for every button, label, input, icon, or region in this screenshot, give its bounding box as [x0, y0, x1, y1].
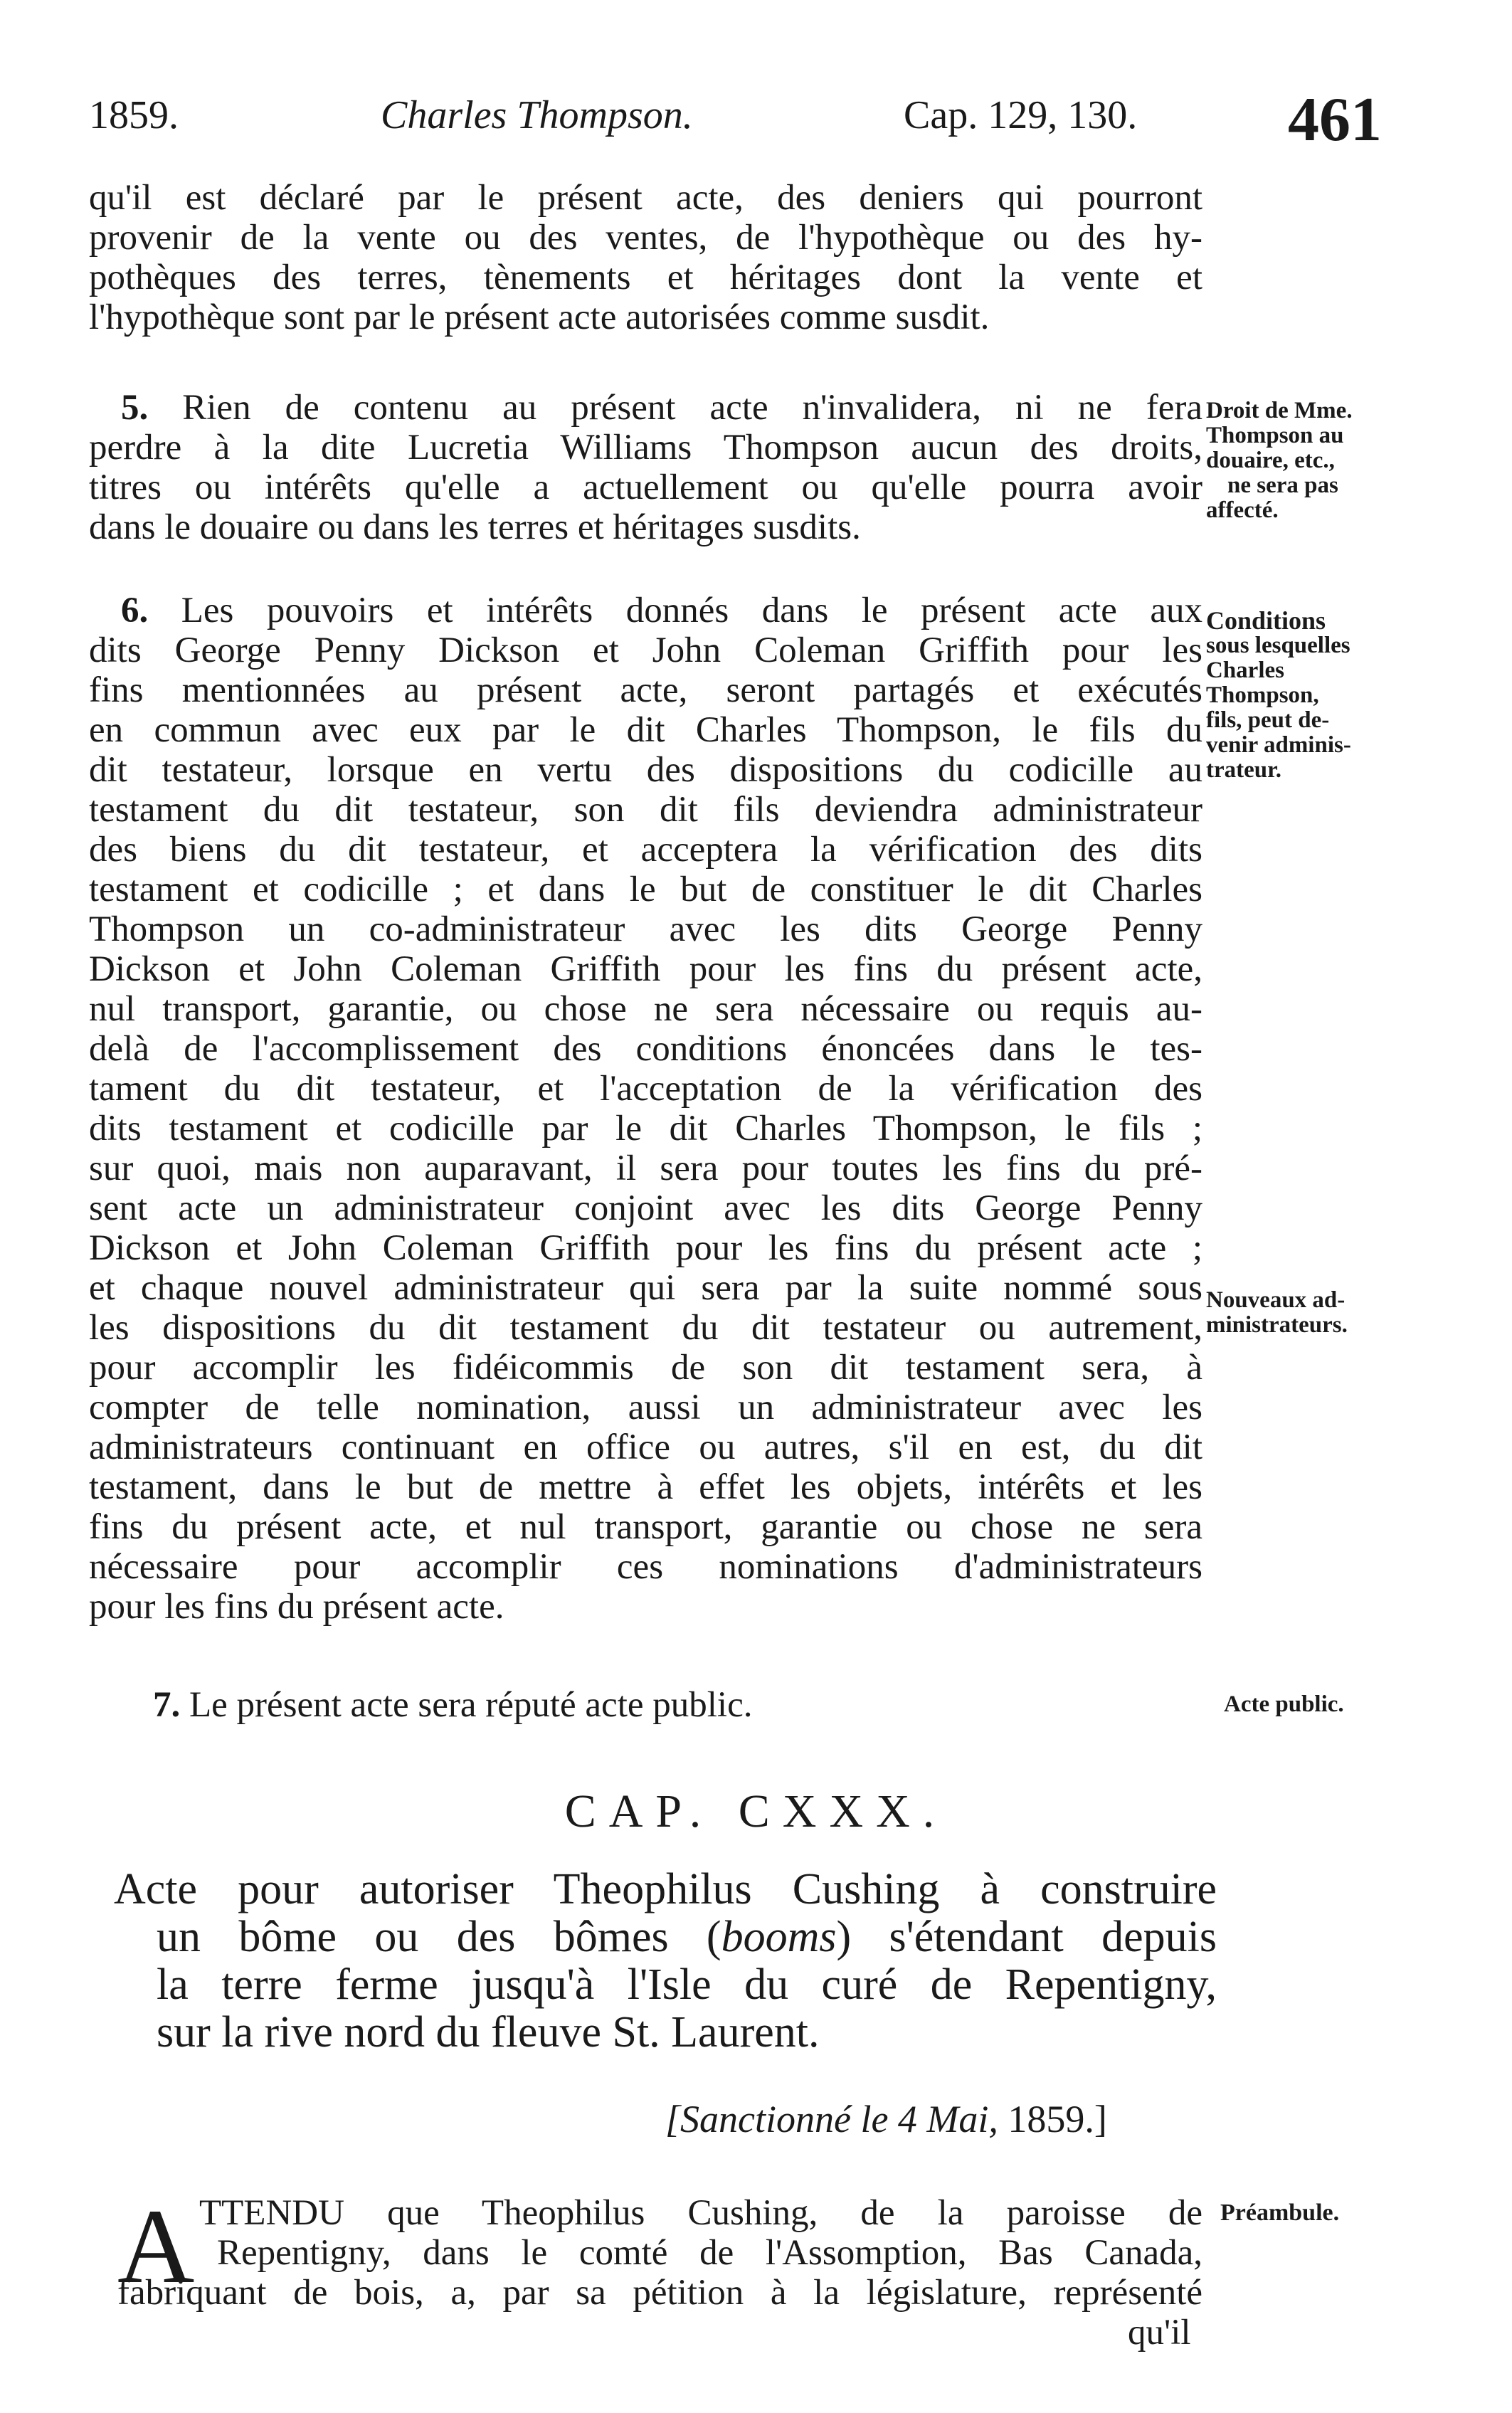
text-line: delà de l'accomplissement des conditions énoncées dans le tes-	[89, 1029, 1202, 1069]
text-line: dit testateur, lorsque en vertu des dispositions du codicille au	[89, 750, 1202, 790]
margin-line: fils, peut de-	[1206, 707, 1330, 733]
text-line: testament, dans le but de mettre à effet les objets, intérêts et les	[89, 1467, 1202, 1507]
title-line: la terre ferme jusqu'à l'Isle du curé de Repentigny,	[157, 1960, 1217, 2009]
margin-line: Droit de Mme.	[1206, 398, 1353, 423]
text-line: tament du dit testateur, et l'acceptation de la vérification des	[89, 1069, 1202, 1109]
text-line: dits testament et codicille par le dit Charles Thompson, le fils ;	[89, 1109, 1202, 1149]
margin-line: Nouveaux ad-	[1206, 1287, 1346, 1313]
text-line: pour les fins du présent acte.	[89, 1587, 504, 1627]
margin-line: ne sera pas	[1227, 472, 1338, 498]
text-line: provenir de la vente ou des ventes, de l'hypothèque ou des hy-	[89, 218, 1202, 258]
text-line: Dickson et John Coleman Griffith pour les fins du présent acte ;	[89, 1228, 1202, 1268]
section-text: Les pouvoirs et intérêts donnés dans le présent acte aux	[181, 591, 1203, 630]
text-line: fins mentionnées au présent acte, seront partagés et exécutés	[89, 670, 1202, 710]
text-line: les dispositions du dit testament du dit testateur ou autrement,	[89, 1308, 1202, 1348]
text-line	[89, 388, 1202, 428]
text-line: fabriquant de bois, a, par sa pétition à la législature, représenté	[117, 2273, 1202, 2313]
text-line: dits George Penny Dickson et John Coleman Griffith pour les	[89, 630, 1202, 670]
preamble-line-3	[117, 2273, 1202, 2313]
section-7	[89, 1685, 1202, 1725]
sanction-date	[665, 2097, 1107, 2141]
margin-line: Thompson au	[1206, 423, 1344, 448]
section-text: Rien de contenu au présent acte n'invalidera, ni ne fera	[182, 388, 1202, 428]
text-line: l'hypothèque sont par le présent acte autorisées comme susdit.	[89, 297, 990, 337]
text-line: testament et codicille ; et dans le but de constituer le dit Charles	[89, 870, 1202, 909]
margin-note-new-administrators	[1206, 1288, 1420, 1338]
text-line: pothèques des terres, tènements et héritages dont la vente et	[89, 258, 1202, 297]
act-title	[114, 1866, 1217, 2056]
text-line: testament du dit testateur, son dit fils deviendra administrateur	[89, 790, 1202, 830]
section-5	[89, 388, 1202, 547]
text-line: compter de telle nomination, aussi un administrateur avec les	[89, 1388, 1202, 1427]
text-line: administrateurs continuant en office ou autres, s'il en est, du dit	[89, 1427, 1202, 1467]
section-number: 5.	[121, 388, 149, 428]
margin-note-section-5	[1206, 398, 1420, 523]
text-line: des biens du dit testateur, et acceptera la vérification des dits	[89, 830, 1202, 870]
text-line: sur quoi, mais non auparavant, il sera pour toutes les fins du pré-	[89, 1149, 1202, 1188]
sanction-prefix: [Sanctionné le 4 Mai,	[665, 2098, 998, 2140]
section-text: Le présent acte sera réputé acte public.	[189, 1685, 753, 1725]
margin-line: douaire, etc.,	[1206, 448, 1335, 473]
section-6	[89, 591, 1202, 1627]
text-line: et chaque nouvel administrateur qui sera par la suite nommé sous	[89, 1268, 1202, 1308]
sanction-year: 1859.]	[1008, 2098, 1107, 2140]
text-line: qu'il est déclaré par le présent acte, des deniers qui pourront	[89, 178, 1202, 218]
header-running-title: Charles Thompson.	[381, 93, 693, 137]
text-line: Thompson un co-administrateur avec les dits George Penny	[89, 909, 1202, 949]
text-line: fins du présent acte, et nul transport, garantie ou chose ne sera	[89, 1507, 1202, 1547]
margin-line: ministrateurs.	[1206, 1312, 1348, 1338]
margin-line: Charles	[1206, 658, 1284, 683]
text-line: perdre à la dite Lucretia Williams Thompson aucun des droits,	[89, 428, 1202, 468]
preamble-line-1	[199, 2193, 1202, 2233]
text-line: nécessaire pour accomplir ces nominations d'administrateurs	[89, 1547, 1202, 1587]
header-chapters: Cap. 129, 130.	[904, 93, 1138, 137]
text-line: Dickson et John Coleman Griffith pour les fins du présent acte,	[89, 949, 1202, 989]
text-line: nul transport, garantie, ou chose ne sera nécessaire ou requis au-	[89, 989, 1202, 1029]
title-line: un bôme ou des bômes (booms) s'étendant depuis	[157, 1913, 1217, 1961]
margin-line: trateur.	[1206, 757, 1281, 783]
text-line	[89, 591, 1202, 630]
section-number: 6.	[121, 591, 149, 630]
preamble-line-2	[217, 2233, 1202, 2273]
text-line	[89, 1685, 1202, 1725]
italic-term: booms	[721, 1913, 837, 1961]
section-number: 7.	[153, 1685, 181, 1725]
margin-line: sous lesquelles	[1206, 633, 1350, 658]
margin-line: venir adminis-	[1206, 732, 1351, 758]
text-line: TTENDU que Theophilus Cushing, de la paroisse de	[199, 2193, 1202, 2233]
text-line: titres ou intérêts qu'elle a actuellement ou qu'elle pourra avoir	[89, 468, 1202, 507]
margin-line: Conditions	[1206, 606, 1326, 635]
text-line: dans le douaire ou dans les terres et héritages susdits.	[89, 507, 861, 547]
header-year: 1859.	[89, 93, 179, 137]
margin-line: Thompson,	[1206, 682, 1319, 708]
drop-cap: A	[117, 2187, 195, 2306]
title-line: sur la rive nord du fleuve St. Laurent.	[157, 2008, 820, 2056]
margin-line: affecté.	[1206, 497, 1279, 523]
title-line: Acte pour autoriser Theophilus Cushing à construire	[114, 1865, 1217, 1913]
page-number: 461	[1288, 85, 1382, 154]
continuation-paragraph	[89, 178, 1202, 337]
margin-note-public-act: Acte public.	[1224, 1691, 1344, 1717]
text-line: en commun avec eux par le dit Charles Thompson, le fils du	[89, 710, 1202, 750]
chapter-heading: CAP. CXXX.	[564, 1785, 948, 1837]
text-line: Repentigny, dans le comté de l'Assomption, Bas Canada,	[217, 2233, 1202, 2273]
margin-note-preamble: Préambule.	[1220, 2200, 1340, 2226]
text-line: pour accomplir les fidéicommis de son dit testament sera, à	[89, 1348, 1202, 1388]
text-line: sent acte un administrateur conjoint avec les dits George Penny	[89, 1188, 1202, 1228]
margin-note-section-6	[1206, 608, 1420, 783]
catchword: qu'il	[1128, 2313, 1191, 2353]
